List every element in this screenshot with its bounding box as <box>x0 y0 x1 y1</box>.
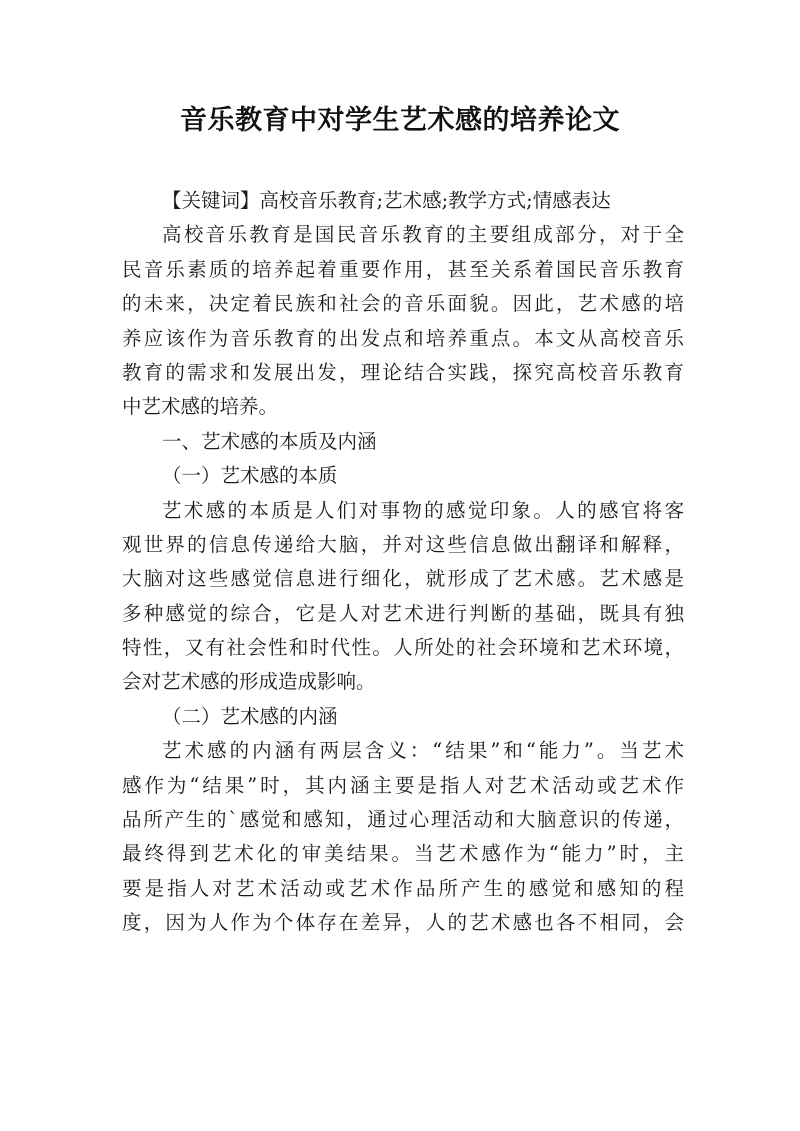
paragraph-line: 大脑对这些感觉信息进行细化，就形成了艺术感。艺术感是 <box>122 567 684 591</box>
paragraph-line: 会对艺术感的形成造成影响。 <box>122 670 376 694</box>
subsection-heading: （二）艺术感的内涵 <box>162 704 338 728</box>
paragraph-line: 高校音乐教育是国民音乐教育的主要组成部分，对于全 <box>162 223 684 247</box>
paragraph-line: 品所产生的`感觉和感知，通过心理活动和大脑意识的传递， <box>122 808 684 832</box>
paragraph-line: 观世界的信息传递给大脑，并对这些信息做出翻译和解释， <box>122 532 684 556</box>
paragraph-line: 的未来，决定着民族和社会的音乐面貌。因此，艺术感的培 <box>122 292 684 316</box>
paragraph-line: 中艺术感的培养。 <box>122 395 279 419</box>
paragraph-line: 多种感觉的综合，它是人对艺术进行判断的基础，既具有独 <box>122 601 684 625</box>
paragraph-line: 最终得到艺术化的审美结果。当艺术感作为“能力”时，主 <box>122 842 684 866</box>
paragraph-line: 艺术感的内涵有两层含义：“结果”和“能力”。当艺术 <box>162 739 684 763</box>
paragraph-line: 特性，又有社会性和时代性。人所处的社会环境和艺术环境， <box>122 636 684 660</box>
paragraph-line: 艺术感的本质是人们对事物的感觉印象。人的感官将客 <box>162 498 684 522</box>
paragraph-line: 民音乐素质的培养起着重要作用，甚至关系着国民音乐教育 <box>122 257 684 281</box>
paragraph-line: 感作为“结果”时，其内涵主要是指人对艺术活动或艺术作 <box>122 773 684 797</box>
section-heading: 一、艺术感的本质及内涵 <box>162 429 377 453</box>
keywords-line: 【关键词】高校音乐教育;艺术感;教学方式;情感表达 <box>162 189 611 212</box>
subsection-heading: （一）艺术感的本质 <box>162 464 338 488</box>
paragraph-line: 教育的需求和发展出发，理论结合实践，探究高校音乐教育 <box>122 360 684 384</box>
paragraph-line: 养应该作为音乐教育的出发点和培养重点。本文从高校音乐 <box>122 326 684 350</box>
paragraph-line: 要是指人对艺术活动或艺术作品所产生的感觉和感知的程 <box>122 876 684 900</box>
paragraph-line: 度，因为人作为个体存在差异，人的艺术感也各不相同，会 <box>122 911 684 935</box>
document-title: 音乐教育中对学生艺术感的培养论文 <box>180 105 620 136</box>
document-body <box>122 184 684 941</box>
